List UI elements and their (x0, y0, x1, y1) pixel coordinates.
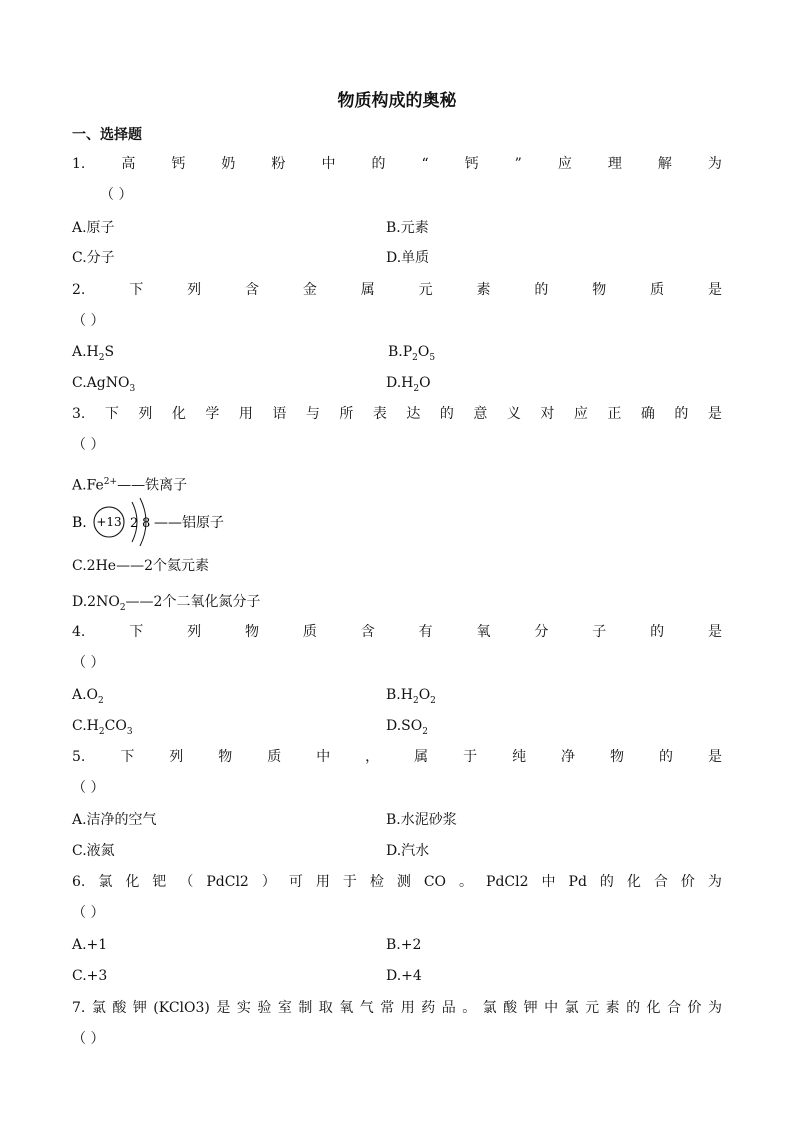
q2-d-sub: 2 (413, 383, 420, 394)
question-char: 列 (187, 624, 202, 640)
q4-c-prefix: C.H (72, 718, 99, 734)
question-char: 氯 (564, 1000, 579, 1016)
question-char: 1. (72, 156, 86, 172)
question-char: 2. (72, 282, 86, 298)
question-char: 是 (707, 282, 722, 298)
question-6-text (72, 872, 722, 892)
question-char: 素 (605, 1000, 620, 1016)
question-char: 学 (205, 406, 220, 422)
question-char: 金 (302, 282, 317, 298)
question-char: 物 (244, 624, 259, 640)
q1-option-c: C.分子 (72, 250, 115, 266)
q4-a-prefix: A.O (72, 687, 99, 703)
question-char: 素 (476, 282, 491, 298)
q3-a-tail: ——铁离子 (117, 477, 188, 494)
question-char: 是 (707, 749, 722, 765)
question-char: 是 (216, 1000, 231, 1016)
question-char: 义 (506, 406, 521, 422)
question-char: 药 (421, 1000, 436, 1016)
question-char: 下 (129, 282, 144, 298)
question-char: 验 (257, 1000, 272, 1016)
q3-option-d (72, 592, 260, 618)
question-char: 合 (653, 874, 668, 890)
question-char: 5. (72, 749, 86, 765)
question-char: 3. (72, 406, 86, 422)
question-char: 质 (267, 749, 282, 765)
q6-option-a: A.+1 (72, 937, 108, 953)
question-6-paren: （ ） (72, 905, 105, 921)
question-1-text (72, 154, 722, 174)
question-char: 中 (316, 749, 331, 765)
q5-option-c: C.液氮 (72, 843, 115, 859)
question-char: 中 (321, 156, 336, 172)
question-char: (KClO3) (153, 1000, 210, 1016)
question-char: ， (365, 749, 380, 765)
question-char: 理 (607, 156, 622, 172)
q5-option-d: D.汽水 (386, 843, 430, 859)
question-char: 用 (400, 1000, 415, 1016)
question-3-paren: （ ） (72, 437, 105, 453)
question-char: 意 (473, 406, 488, 422)
question-char: CO (423, 874, 447, 890)
q3-option-a (72, 472, 187, 496)
question-char: 钯 (152, 874, 167, 890)
q4-b-mid: O (418, 687, 431, 703)
q3-b-label: B. (72, 515, 87, 531)
question-4-paren: （ ） (72, 655, 105, 671)
question-char: 于 (463, 749, 478, 765)
question-char: 4. (72, 624, 86, 640)
question-char: Pd (568, 874, 587, 890)
question-char: 下 (129, 624, 144, 640)
question-char: 正 (607, 406, 622, 422)
question-char: 。 (459, 874, 474, 890)
question-char: 取 (318, 1000, 333, 1016)
section-heading: 一、选择题 (72, 127, 142, 143)
q3-a-prefix: A.Fe (72, 477, 104, 494)
question-char: 氯 (91, 1000, 106, 1016)
question-char: 化 (125, 874, 140, 890)
question-1 (72, 154, 722, 174)
question-char: 下 (104, 406, 119, 422)
question-char: 化 (171, 406, 186, 422)
question-char: 是 (707, 406, 722, 422)
question-char: 粉 (271, 156, 286, 172)
question-char: 氯 (98, 874, 113, 890)
q2-b-sub2: 5 (429, 352, 436, 363)
question-7 (72, 998, 722, 1018)
q4-b-prefix: B.H (386, 687, 413, 703)
question-char: 化 (646, 1000, 661, 1016)
question-char: 列 (187, 282, 202, 298)
question-char: 列 (138, 406, 153, 422)
q2-a-tail: S (104, 344, 115, 360)
q2-option-b (388, 342, 435, 368)
q4-c-sub2: 3 (126, 726, 133, 737)
q2-b-sub1: 2 (412, 352, 418, 363)
question-char: 子 (592, 624, 607, 640)
q1-option-a: A.原子 (72, 220, 115, 236)
question-char: （ (179, 874, 194, 890)
question-char: 钙 (171, 156, 186, 172)
question-char: ” (514, 156, 522, 172)
question-char: 价 (687, 1000, 702, 1016)
question-2-paren: （ ） (72, 313, 105, 329)
question-char: 表 (372, 406, 387, 422)
question-char: 元 (418, 282, 433, 298)
question-4-text (72, 622, 722, 642)
q4-c-mid: CO (104, 718, 127, 734)
question-char: 质 (302, 624, 317, 640)
question-char: 的 (534, 282, 549, 298)
question-char: 钙 (464, 156, 479, 172)
question-char: 的 (650, 624, 665, 640)
question-char: 属 (360, 282, 375, 298)
question-char: 制 (298, 1000, 313, 1016)
question-5-paren: （ ） (72, 780, 105, 796)
question-char: 的 (439, 406, 454, 422)
q2-c-sub: 3 (129, 383, 136, 394)
atom-structure-diagram (72, 496, 272, 548)
question-char: 有 (418, 624, 433, 640)
question-char: 元 (585, 1000, 600, 1016)
q4-b-sub2: 2 (430, 695, 436, 706)
question-char: 含 (360, 624, 375, 640)
q3-option-c: C.2He——2个氦元素 (72, 558, 209, 574)
question-char: 气 (359, 1000, 374, 1016)
q6-option-c: C.+3 (72, 968, 108, 984)
q5-option-a: A.洁净的空气 (72, 812, 157, 828)
question-char: 属 (414, 749, 429, 765)
question-char: 中 (544, 1000, 559, 1016)
question-char: 物 (592, 282, 607, 298)
q4-option-b (386, 685, 436, 711)
q3-b-tail: ——铝原子 (154, 515, 224, 531)
question-char: 品 (441, 1000, 456, 1016)
q3-d-sub: 2 (119, 602, 126, 613)
question-6 (72, 872, 722, 892)
question-4 (72, 622, 722, 642)
q2-a-sub: 2 (98, 352, 105, 363)
question-char: 价 (680, 874, 695, 890)
question-char: 应 (557, 156, 572, 172)
q3-d-prefix: D.2NO (72, 594, 120, 610)
question-char: 测 (396, 874, 411, 890)
question-char: 钾 (523, 1000, 538, 1016)
question-char: 的 (658, 749, 673, 765)
question-char: 与 (305, 406, 320, 422)
question-char: 氧 (339, 1000, 354, 1016)
question-char: 氧 (476, 624, 491, 640)
q4-d-prefix: D.SO (386, 718, 423, 734)
question-char: ） (261, 874, 276, 890)
question-7-paren: （ ） (72, 1031, 105, 1047)
question-char: “ (421, 156, 429, 172)
question-3-text (72, 404, 722, 424)
question-char: 对 (540, 406, 555, 422)
question-char: 化 (626, 874, 641, 890)
question-char: 物 (610, 749, 625, 765)
question-5-text (72, 747, 722, 767)
nucleus-charge: +13 (96, 515, 122, 529)
question-char: 钾 (132, 1000, 147, 1016)
question-char: 分 (534, 624, 549, 640)
question-char: 用 (315, 874, 330, 890)
question-char: 酸 (503, 1000, 518, 1016)
question-char: 合 (667, 1000, 682, 1016)
question-char: 解 (657, 156, 672, 172)
question-2-text (72, 280, 722, 300)
question-3 (72, 404, 722, 424)
question-char: 。 (462, 1000, 477, 1016)
q2-b-prefix: B.P (388, 344, 413, 360)
question-char: 检 (369, 874, 384, 890)
question-char: 物 (218, 749, 233, 765)
q4-c-sub1: 2 (98, 726, 105, 737)
question-5 (72, 747, 722, 767)
question-char: 列 (169, 749, 184, 765)
q4-d-sub: 2 (422, 726, 428, 737)
question-char: 达 (406, 406, 421, 422)
page-title: 物质构成的奥秘 (337, 91, 457, 111)
q3-d-tail: ——2个二氧化氮分子 (125, 594, 261, 610)
q1-option-d: D.单质 (386, 250, 430, 266)
question-char: 的 (626, 1000, 641, 1016)
question-char: 的 (599, 874, 614, 890)
q4-option-a (72, 685, 104, 711)
question-char: 是 (707, 624, 722, 640)
q3-option-b (72, 496, 272, 548)
question-char: 中 (541, 874, 556, 890)
question-char: 的 (674, 406, 689, 422)
shell-1-electrons: 2 (130, 516, 139, 531)
question-char: 为 (707, 156, 722, 172)
question-char: 净 (561, 749, 576, 765)
q2-option-c (72, 373, 135, 399)
question-char: 纯 (512, 749, 527, 765)
q2-option-d (386, 373, 431, 399)
q5-option-b: B.水泥砂浆 (386, 812, 457, 828)
question-char: 奶 (221, 156, 236, 172)
question-char: 应 (573, 406, 588, 422)
question-char: 语 (272, 406, 287, 422)
question-char: 用 (238, 406, 253, 422)
question-char: 室 (277, 1000, 292, 1016)
question-char: 于 (342, 874, 357, 890)
q4-option-d (386, 716, 428, 742)
question-char: 酸 (112, 1000, 127, 1016)
q4-option-c (72, 716, 133, 742)
q6-option-d: D.+4 (386, 968, 422, 984)
question-char: 高 (121, 156, 136, 172)
q2-option-a (72, 342, 114, 368)
question-char: 可 (288, 874, 303, 890)
q2-b-mid: O (417, 344, 430, 360)
question-char: 下 (120, 749, 135, 765)
q4-a-sub: 2 (98, 695, 104, 706)
question-char: 实 (236, 1000, 251, 1016)
question-char: 为 (708, 1000, 722, 1016)
question-char: 6. (72, 874, 86, 890)
question-char: 质 (650, 282, 665, 298)
q3-a-sup: 2+ (103, 477, 118, 487)
question-char: 的 (371, 156, 386, 172)
question-2 (72, 280, 722, 300)
question-char: 所 (339, 406, 354, 422)
question-char: 7. (72, 1000, 86, 1016)
q2-c-prefix: C.AgNO (72, 375, 130, 391)
question-char: 为 (707, 874, 722, 890)
q4-b-sub1: 2 (412, 695, 419, 706)
q2-d-tail: O (419, 375, 431, 391)
question-1-paren: （ ） (100, 187, 133, 203)
question-char: PdCl2 (206, 874, 249, 890)
question-char: 含 (244, 282, 259, 298)
question-char: PdCl2 (486, 874, 529, 890)
question-char: 常 (380, 1000, 395, 1016)
q2-d-prefix: D.H (386, 375, 414, 391)
q6-option-b: B.+2 (386, 937, 422, 953)
q1-option-b: B.元素 (386, 220, 429, 236)
question-char: 确 (640, 406, 655, 422)
question-7-text (72, 998, 722, 1018)
q2-a-prefix: A.H (72, 344, 99, 360)
question-char: 氯 (482, 1000, 497, 1016)
shell-2-electrons: 8 (142, 516, 151, 531)
